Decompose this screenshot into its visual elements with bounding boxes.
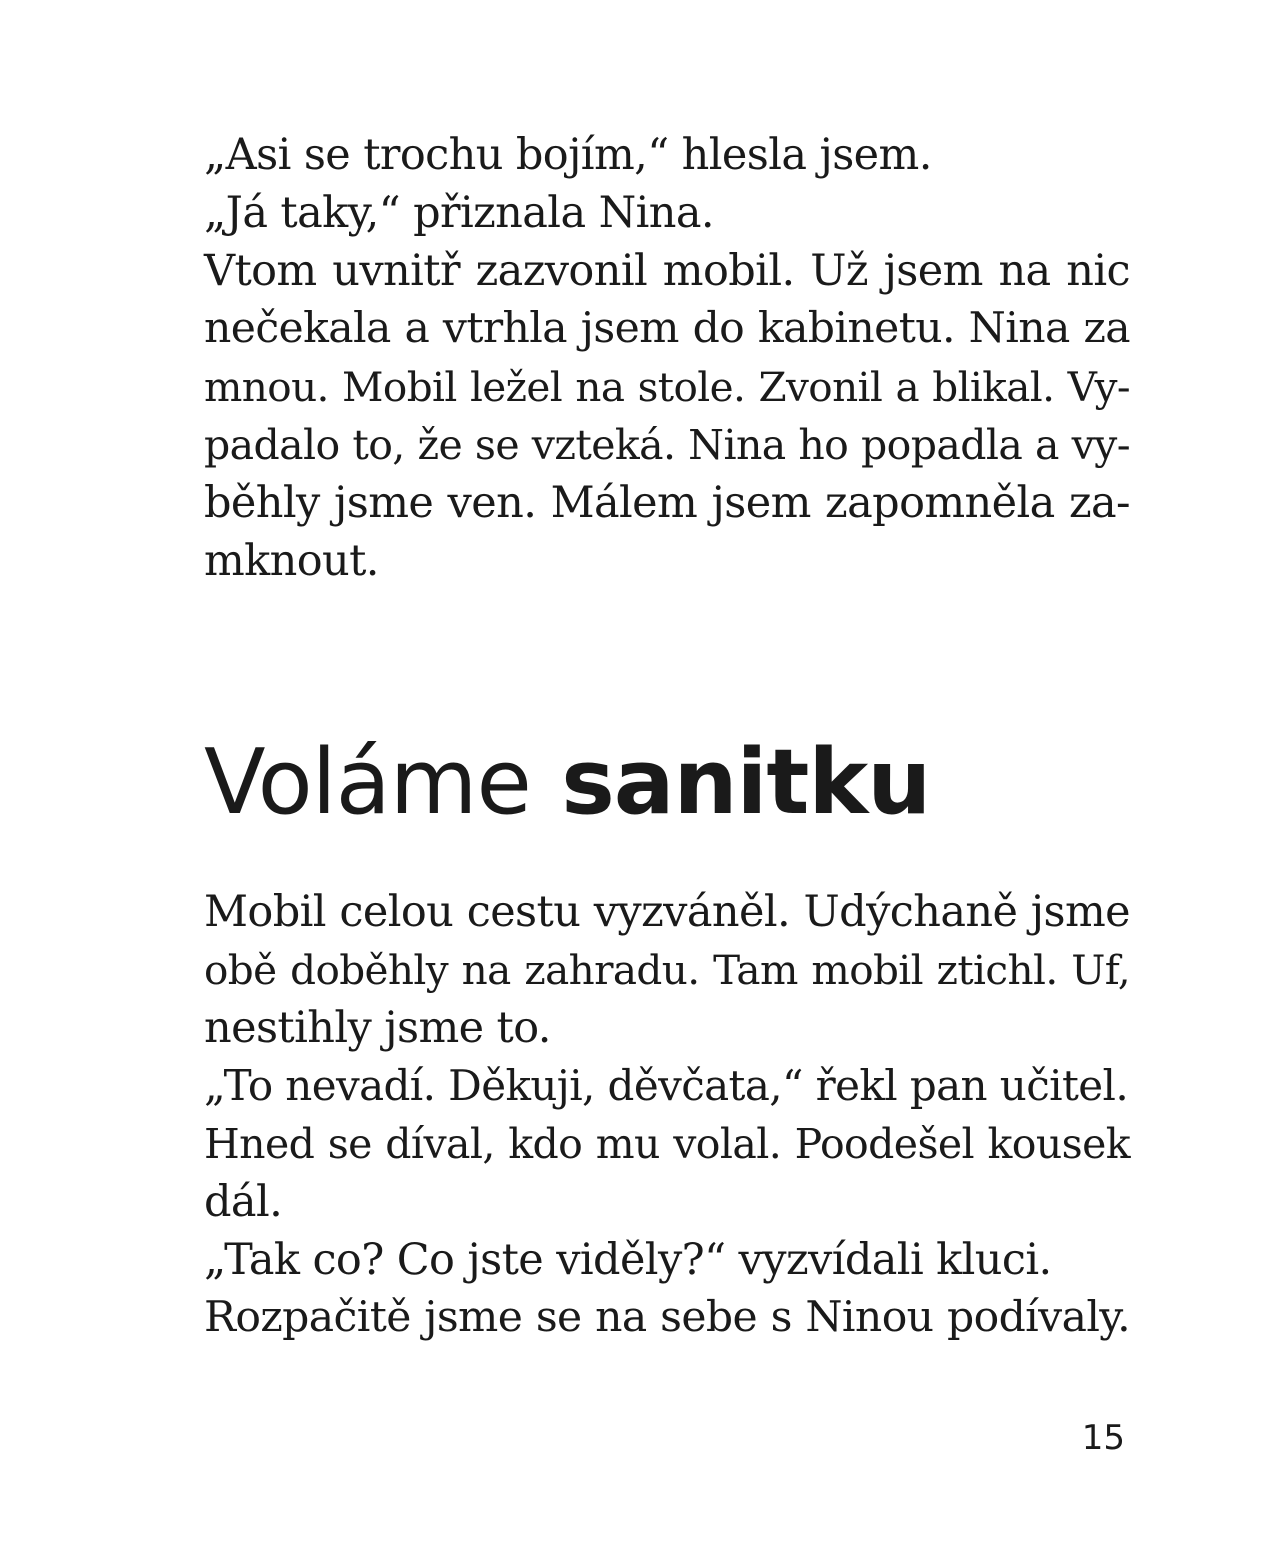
- text-line: Rozpačitě jsme se na sebe s Ninou podívaly.: [204, 1293, 1130, 1342]
- text-line: Mobil celou cestu vyzváněl. Udýchaně jsme: [204, 887, 1130, 937]
- text-line: „Já taky,“ přiznala Nina.: [204, 188, 714, 238]
- chapter-heading-bold: sanitku: [561, 730, 931, 835]
- text-line: obě doběhly na zahradu. Tam mobil ztichl. Uf,: [204, 946, 1130, 994]
- text-line: padalo to, že se vzteká. Nina ho popadla a vy-: [204, 421, 1130, 469]
- text-line: běhly jsme ven. Málem jsem zapomněla za-: [204, 478, 1130, 528]
- text-line: mnou. Mobil ležel na stole. Zvonil a blikal. Vy-: [204, 363, 1130, 411]
- text-line: nestihly jsme to.: [204, 1003, 551, 1053]
- chapter-heading-light: Voláme: [204, 730, 531, 835]
- chapter-heading: [204, 728, 930, 838]
- text-line: Vtom uvnitř zazvonil mobil. Už jsem na nic: [204, 246, 1130, 296]
- text-line: „Asi se trochu bojím,“ hlesla jsem.: [204, 130, 932, 180]
- paragraph-block-bottom: [204, 883, 1130, 1347]
- text-line: nečekala a vtrhla jsem do kabinetu. Nina za: [204, 304, 1130, 353]
- paragraph-block-top: [204, 126, 1130, 590]
- text-line: mknout.: [204, 536, 379, 586]
- text-line: Hned se díval, kdo mu volal. Poodešel kousek: [204, 1120, 1130, 1168]
- page-number: 15: [1081, 1418, 1125, 1458]
- text-line: dál.: [204, 1177, 283, 1227]
- text-line: „To nevadí. Děkuji, děvčata,“ řekl pan učitel.: [204, 1061, 1129, 1110]
- text-line: „Tak co? Co jste viděly?“ vyzvídali kluci.: [204, 1235, 1052, 1285]
